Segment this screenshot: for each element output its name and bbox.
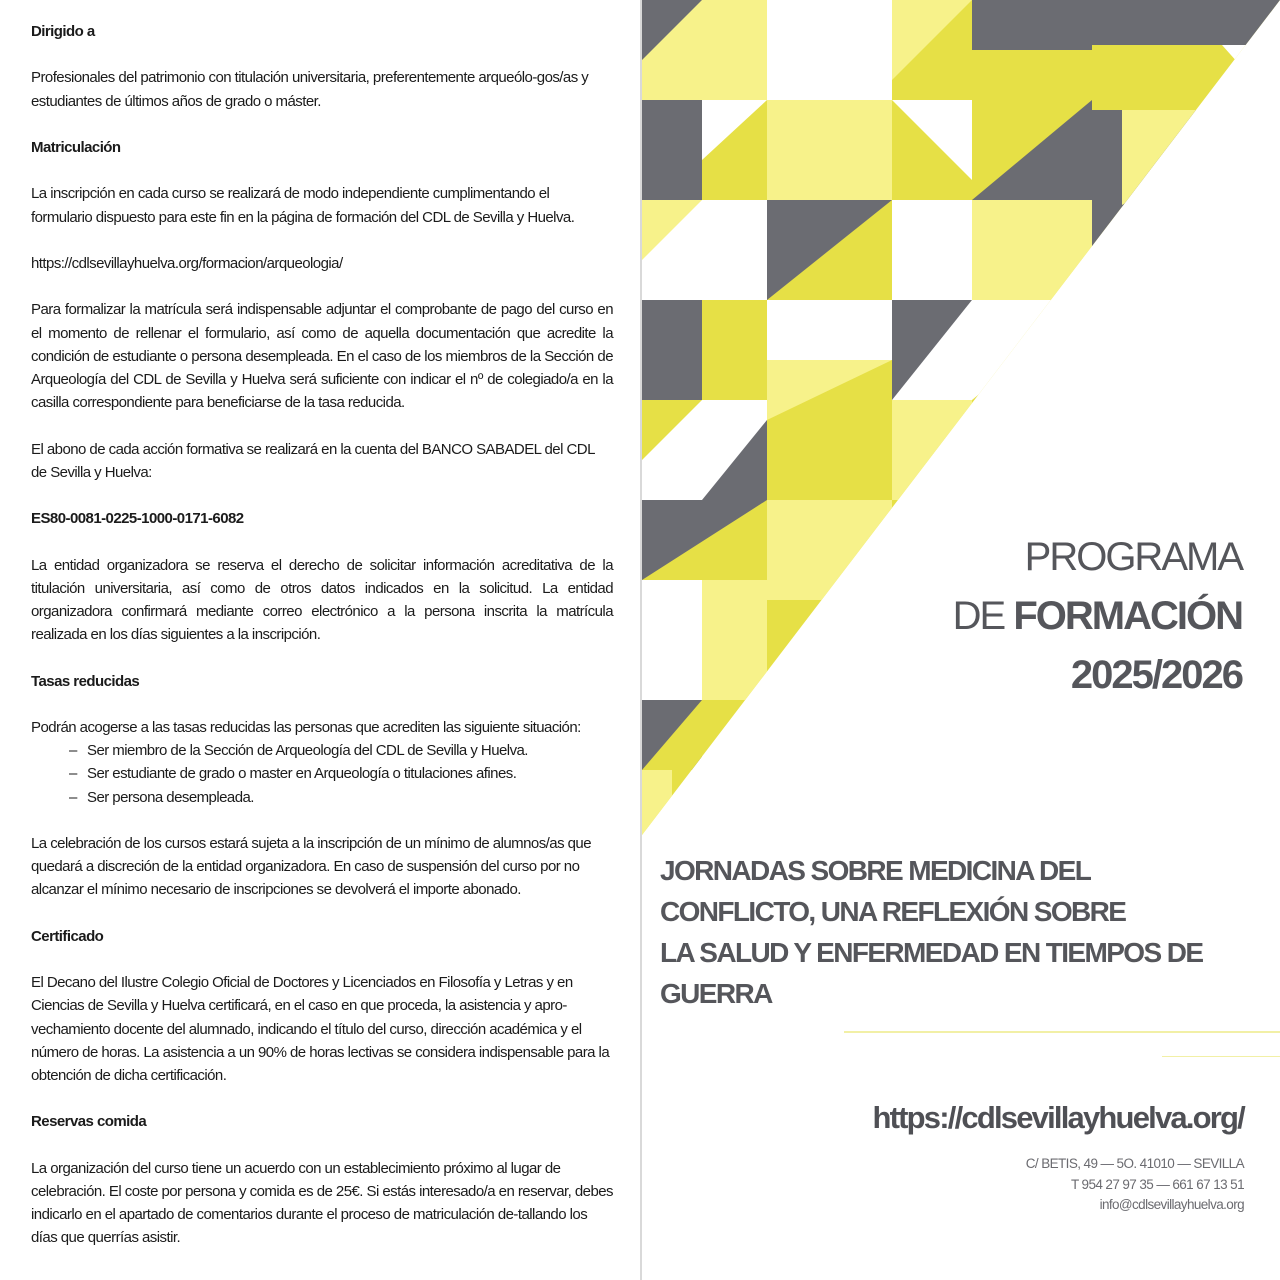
list-item: – Ser estudiante de grado o master en Arqueología o titulaciones afines. [69,762,613,785]
yellow-rule-thin [1162,1056,1280,1057]
heading-certificado: Certificado [31,927,104,945]
program-line1: PROGRAMA [1024,535,1242,579]
event-title-line: LA SALUD Y ENFERMEDAD EN TIEMPOS DE [660,937,1203,968]
event-title-line: CONFLICTO, UNA REFLEXIÓN SOBRE [660,896,1126,927]
program-title [953,528,1242,705]
contact-address: C/ BETIS, 49 — 5O. 41010 — SEVILLA [1025,1156,1244,1171]
tasas-intro: Podrán acogerse a las tasas reducidas las personas que acrediten las siguiente situación: [31,718,581,736]
matriculacion-p4: La entidad organizadora se reserva el derecho de solicitar información acreditativa de la titulación universitaria, así como de otros datos indicados en la solicitud. La entidad organizadora confirmará mediante correo electrónico a la persona inscrita la matrícula realizada en los días siguientes a la inscripción. [31,556,613,644]
program-line2 [953,587,1242,646]
event-title-line: GUERRA [660,978,772,1009]
contact-email[interactable]: info@cdlsevillayhuelva.org [1099,1197,1244,1212]
heading-matriculacion: Matriculación [31,138,121,156]
reservas-text: La organización del curso tiene un acuerdo con un establecimiento próximo al lugar de celebración. El coste por persona y comida es de 25€. Si estás interesado/a en reservar, debes indicarlo en el apartado de comentarios durante el proceso de matriculación de-tallando los días que querrías asistir. [31,1159,613,1247]
cover-panel [642,0,1280,1280]
matriculacion-p1: La inscripción en cada curso se realizará de modo independiente cumplimentando el formulario dispuesto para este fin en la página de formación del CDL de Sevilla y Huelva. [31,185,575,226]
heading-reservas: Reservas comida [31,1113,147,1131]
contact-info [1026,1154,1244,1216]
matriculacion-p2: Para formalizar la matrícula será indispensable adjuntar el comprobante de pago del curso en el momento de rellenar el formulario, así como de aquella documentación que acredite la condición de estudiante o persona desempleada. En el caso de los miembros de la Sección de Arqueología del CDL de Sevilla y Huelva será suficiente con indicar el nº de colegiado/a en la casilla correspondiente para beneficiarse de la tasa reducida. [31,301,613,412]
heading-dirigido: Dirigido a [31,23,95,40]
event-title [660,850,1240,1014]
tasas-p2: La celebración de los cursos estará sujeta a la inscripción de un mínimo de alumnos/as que quedará a discreción de la entidad organizadora. En caso de suspensión del curso por no alcanzar el mínimo necesario de inscripciones se devolverá el importe abonado. [31,834,592,899]
iban: ES80-0081-0225-1000-0171-6082 [31,510,244,528]
yellow-rule [844,1031,1280,1033]
matriculacion-link[interactable]: https://cdlsevillayhuelva.org/formacion/arqueologia/ [31,254,343,272]
event-title-line: JORNADAS SOBRE MEDICINA DEL [660,855,1091,886]
program-formacion: FORMACIÓN [1013,594,1242,638]
dirigido-text: Profesionales del patrimonio con titulación universitaria, preferentemente arqueólo-gos/as y estudiantes de últimos años de grado o máster. [31,69,589,110]
certificado-text: El Decano del Ilustre Colegio Oficial de Doctores y Licenciados en Filosofía y Letras y en Ciencias de Sevilla y Huelva certificará, en el caso en que proceda, la asistencia y apro-vechamiento docente del alumnado, indicando el título del curso, dirección académica y el número de horas. La asistencia a un 90% de horas lectivas se considera indispensable para la obtención de dicha certificación. [31,974,610,1084]
info-text [31,20,613,1250]
list-item: – Ser miembro de la Sección de Arqueología del CDL de Sevilla y Huelva. [69,739,613,762]
heading-tasas: Tasas reducidas [31,672,140,690]
contact-phone: T 954 27 97 35 — 661 67 13 51 [1070,1176,1244,1192]
matriculacion-p3: El abono de cada acción formativa se realizará en la cuenta del BANCO SABADEL del CDL de Sevilla y Huelva: [31,440,595,481]
tasas-list [31,739,613,809]
geometric-pattern [642,0,1280,835]
website-link[interactable]: https://cdlsevillayhuelva.org/ [872,1100,1244,1135]
program-de: DE [952,594,1014,638]
list-item: – Ser persona desempleada. [69,786,613,809]
program-year: 2025/2026 [1070,653,1242,697]
